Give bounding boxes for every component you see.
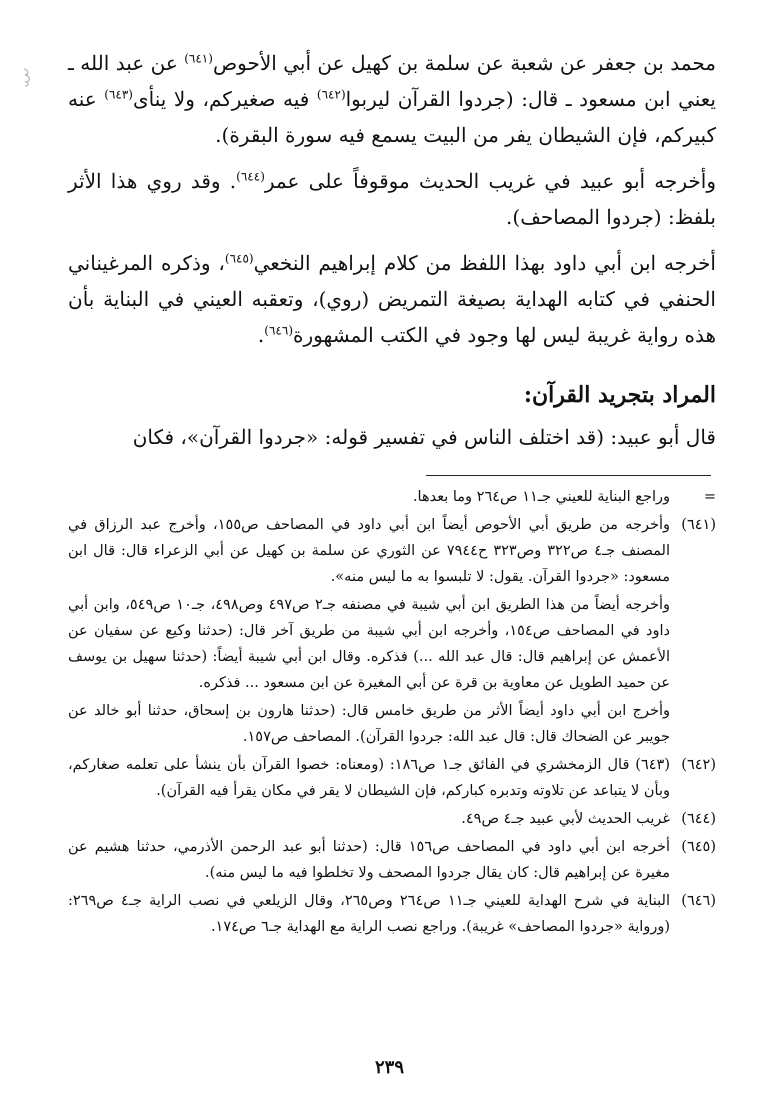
footnote-number: (٦٤١) (681, 517, 716, 533)
section-heading: المراد بتجريد القرآن: (523, 382, 716, 408)
paragraph-2 (68, 163, 716, 235)
footnote-641 (68, 512, 716, 590)
footnote-separator (426, 475, 711, 476)
footnote-ref-641[interactable]: (٦٤١) (184, 51, 213, 66)
footnote-646 (68, 888, 716, 940)
footnote-645 (68, 834, 716, 886)
paragraph-3 (68, 245, 716, 353)
footnote-644 (68, 806, 716, 832)
paragraph-1 (68, 45, 716, 153)
footnote-ref-642[interactable]: (٦٤٢) (316, 87, 346, 102)
text-run: أخرجه ابن أبي داود بهذا اللفظ من كلام إبراهيم النخعي (253, 251, 716, 275)
footnotes-block (68, 484, 716, 942)
text-run: عنه كبيركم، فإن الشيطان يفر من البيت يسمع فيه سورة البقرة). (68, 87, 716, 147)
text-run: . (257, 323, 265, 347)
footnote-text: (٦٤٣) قال الزمخشري في الفائق جـ١ ص١٨٦: (ومعناه: خصوا القرآن بأن ينشأ على تعلمه صغاركم، وبأن لا يتباعد عن تلاوته وتدبره كباركم، فإن الشيطان لا يقر في مكان يقرأ فيه القرآن). (68, 757, 670, 799)
footnote-ref-646[interactable]: (٦٤٦) (264, 323, 293, 338)
continuation-mark: = (703, 489, 716, 505)
footnote-ref-644[interactable]: (٦٤٤) (236, 169, 265, 184)
footnote-number: (٦٤٥) (681, 839, 716, 855)
margin-annotation-mark (20, 66, 34, 88)
footnote-641-paragraph-3: وأخرج ابن أبي داود أيضاً الأثر من طريق خامس قال: (حدثنا هارون بن إسحاق، حدثنا أبو خالد عن جويبر عن الضحاك قال: قال عبد الله: جردوا القرآن). المصاحف ص١٥٧. (68, 703, 670, 745)
text-run: عن عبد الله ـ يعني ابن مسعود ـ قال: (جردوا القرآن ليربوا (68, 51, 716, 111)
footnote-number: (٦٤٦) (681, 893, 716, 909)
footnote-text: وراجع البناية للعيني جـ١١ ص٢٦٤ وما بعدها. (412, 489, 670, 505)
text-run: فيه صغيركم، ولا ينأى (132, 87, 317, 111)
footnote-continuation (68, 484, 716, 510)
text-run: محمد بن جعفر عن شعبة عن سلمة بن كهيل عن أبي الأحوص (212, 51, 716, 75)
text-run: ، وذكره المرغيناني الحنفي في كتابه الهداية بصيغة التمريض (روي)، وتعقبه العيني في البناية بأن هذه رواية غريبة ليس لها وجود في الكتب المشهورة (68, 251, 716, 347)
text-run: وأخرجه أبو عبيد في غريب الحديث موقوفاً على عمر (264, 169, 716, 193)
text-run: . وقد روي هذا الأثر بلفظ: (جردوا المصاحف). (68, 169, 716, 229)
footnote-number: (٦٤٢) (681, 757, 716, 773)
footnote-641-paragraph-2: وأخرجه أيضاً من هذا الطريق ابن أبي شيبة في مصنفه جـ٢ ص٤٩٧ وص٤٩٨، جـ١٠ ص٥٤٩، وابن أبي داود في المصاحف ص١٥٤، وأخرجه ابن أبي شيبة من طريق آخر قال: (حدثنا وكيع عن سفيان عن الأعمش عن إبراهيم قال: قال عبد الله ...) فذكره. وقال ابن أبي شيبة أيضاً: (حدثنا سهيل بن يوسف عن حميد الطويل عن معاوية بن قرة عن أبي المغيرة عن ابن مسعود ... فذكره. (68, 597, 670, 691)
footnote-ref-643[interactable]: (٦٤٣) (104, 87, 133, 102)
footnote-text: غريب الحديث لأبي عبيد جـ٤ ص٤٩. (461, 811, 670, 827)
footnote-text: وأخرجه من طريق أبي الأحوص أيضاً ابن أبي داود في المصاحف ص١٥٥، وأخرج عبد الرزاق في المصنف جـ٤ ص٣٢٢ وص٣٢٣ ح٧٩٤٤ عن الثوري عن سلمة بن كهيل عن أبي الزعراء قال: قال ابن مسعود: «جردوا القرآن. يقول: لا تلبسوا به ما ليس منه». (68, 517, 670, 585)
main-text-block (68, 45, 716, 465)
footnote-642-643 (68, 752, 716, 804)
paragraph-4: قال أبو عبيد: (قد اختلف الناس في تفسير قوله: «جردوا القرآن»، فكان (132, 425, 716, 449)
footnote-text: البناية في شرح الهداية للعيني جـ١١ ص٢٦٤ وص٢٦٥، وقال الزيلعي في نصب الراية جـ٤ ص٢٦٩: (ورواية «جردوا المصاحف» غريبة). وراجع نصب الراية مع الهداية جـ٦ ص١٧٤. (68, 893, 670, 935)
footnote-number: (٦٤٤) (681, 811, 716, 827)
footnote-ref-645[interactable]: (٦٤٥) (224, 251, 254, 266)
page-number: ٢٣٩ (374, 1057, 404, 1078)
footnote-text: أخرجه ابن أبي داود في المصاحف ص١٥٦ قال: (حدثنا أبو عبد الرحمن الأذرمي، حدثنا هشيم عن مغيرة عن إبراهيم قال: كان يقال جردوا المصحف ولا تخلطوا فيه ما ليس منه). (68, 839, 670, 881)
